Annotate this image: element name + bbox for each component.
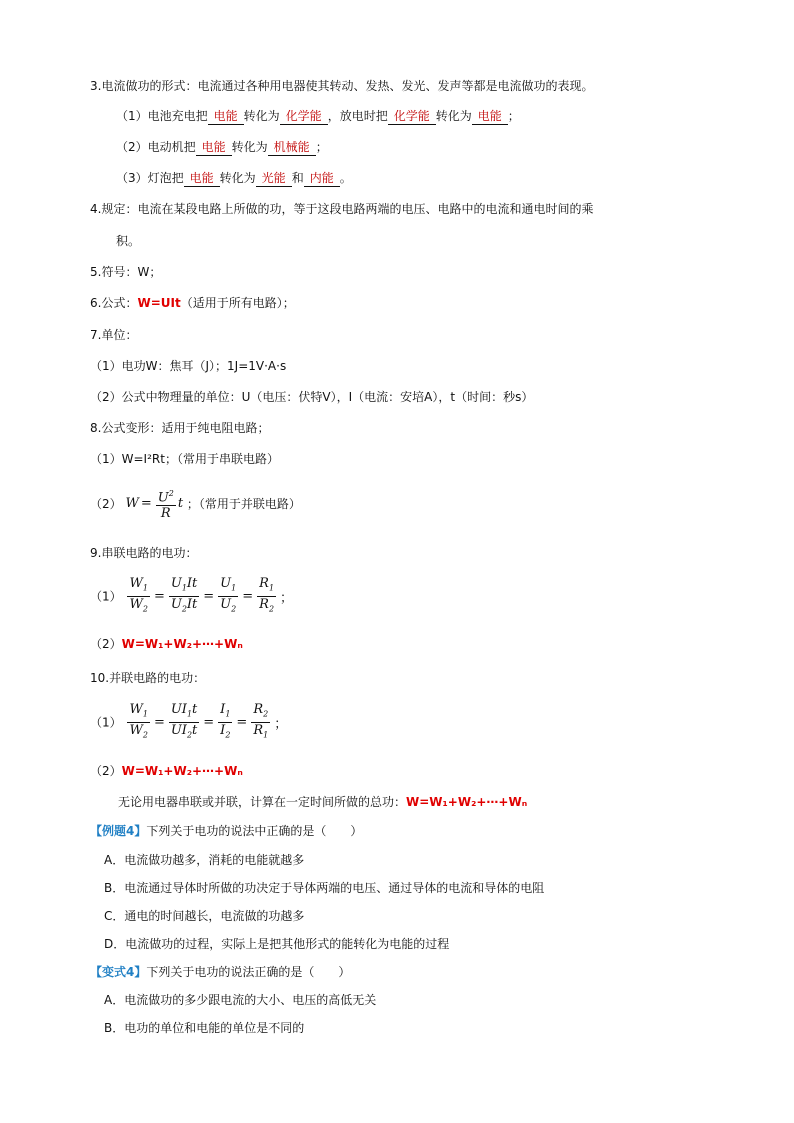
s3-title: 3.电流做功的形式：电流通过各种用电器使其转动、发热、发光、发声等都是电流做功的表现。	[90, 79, 594, 93]
example-4-option-b: B．电流通过导体时所做的功决定于导体两端的电压、通过导体的电流和导体的电阻	[104, 881, 545, 895]
blank: 化学能	[280, 108, 328, 125]
example-4-option-c: C．通电的时间越长，电流做的功越多	[104, 909, 305, 923]
s8-title: 8.公式变形：适用于纯电阻电路；	[90, 421, 270, 435]
s9-title: 9.串联电路的电功：	[90, 546, 198, 560]
s5-line: 5.符号：W；	[90, 265, 162, 279]
s7-line2: （2）公式中物理量的单位：U（电压：伏特V），I（电流：安培A），t（时间：秒s）	[90, 390, 534, 404]
formula-wuit: W=UIt	[137, 296, 181, 310]
sum-formula: W=W₁+W₂+⋯+Wₙ	[121, 637, 243, 651]
s7-line1: （1）电功W：焦耳（J）；1J=1V·A·s	[90, 359, 287, 373]
s8-line2: （2） W = $\frac{U^2}{R}$ t ；（常用于并联电路）	[90, 486, 301, 521]
blank: 光能	[256, 170, 292, 187]
example-4-question: 【例题4】下列关于电功的说法中正确的是（ ）	[90, 824, 363, 838]
s9-line2: （2）W=W₁+W₂+⋯+Wₙ	[90, 637, 243, 651]
blank: 机械能	[268, 139, 316, 156]
s10-summary: 无论用电器串联或并联，计算在一定时间所做的总功：W=W₁+W₂+⋯+Wₙ	[118, 795, 528, 809]
s10-formula1: （1） $\frac{W_1}{W_2}$ = $\frac{UI_1t}{UI_2t}$ = $\frac{I_1}{I_2}$ = $\frac{R_2}{R_1}$ ；	[90, 702, 289, 742]
s9-formula1: （1） $\frac{W_1}{W_2}$ = $\frac{U_1It}{U_2It}$ = $\frac{U_1}{U_2}$ = $\frac{R_1}{R_2}$ ；	[90, 576, 295, 616]
s3-line2: （2）电动机把 电能 转化为 机械能 ；	[116, 140, 328, 154]
variant-4-option-b: B．电功的单位和电能的单位是不同的	[104, 1021, 305, 1035]
variant-4-question: 【变式4】下列关于电功的说法正确的是（ ）	[90, 965, 351, 979]
parallel-ratio-formula: $\frac{W_1}{W_2}$ = $\frac{UI_1t}{UI_2t}$ = $\frac{I_1}{I_2}$ = $\frac{R_2}{R_1}$ ；	[129, 702, 288, 740]
blank: 电能	[208, 108, 244, 125]
s10-line2: （2）W=W₁+W₂+⋯+Wₙ	[90, 764, 243, 778]
s8-line1: （1）W=I²Rt；（常用于串联电路）	[90, 452, 279, 466]
variant-4-option-a: A．电流做功的多少跟电流的大小、电压的高低无关	[104, 993, 377, 1007]
example-4-option-a: A．电流做功越多，消耗的电能就越多	[104, 853, 305, 867]
blank: 化学能	[388, 108, 436, 125]
formula-u2-over-r: W = $\frac{U^2}{R}$ t	[125, 486, 183, 521]
s4-line1: 4.规定：电流在某段电路上所做的功，等于这段电路两端的电压、电路中的电流和通电时间的乘	[90, 202, 594, 216]
blank: 内能	[304, 170, 340, 187]
s10-title: 10.并联电路的电功：	[90, 671, 206, 685]
sum-formula: W=W₁+W₂+⋯+Wₙ	[121, 764, 243, 778]
blank: 电能	[472, 108, 508, 125]
example-tag: 【例题4】	[90, 824, 147, 838]
s3-line3: （3）灯泡把 电能 转化为 光能 和 内能 。	[116, 171, 352, 185]
s7-title: 7.单位：	[90, 328, 138, 342]
example-4-option-d: D．电流做功的过程，实际上是把其他形式的能转化为电能的过程	[104, 937, 450, 951]
s6-line: 6.公式：W=UIt（适用于所有电路）；	[90, 296, 295, 310]
s3-line1: （1）电池充电把 电能 转化为 化学能 ，放电时把 化学能 转化为 电能 ；	[116, 109, 520, 123]
blank: 电能	[184, 170, 220, 187]
blank: 电能	[196, 139, 232, 156]
total-work-formula: W=W₁+W₂+⋯+Wₙ	[406, 795, 528, 809]
s4-line2: 积。	[116, 234, 141, 248]
variant-tag: 【变式4】	[90, 965, 147, 979]
series-ratio-formula: $\frac{W_1}{W_2}$ = $\frac{U_1It}{U_2It}$ = $\frac{U_1}{U_2}$ = $\frac{R_1}{R_2}$ ；	[129, 576, 294, 614]
